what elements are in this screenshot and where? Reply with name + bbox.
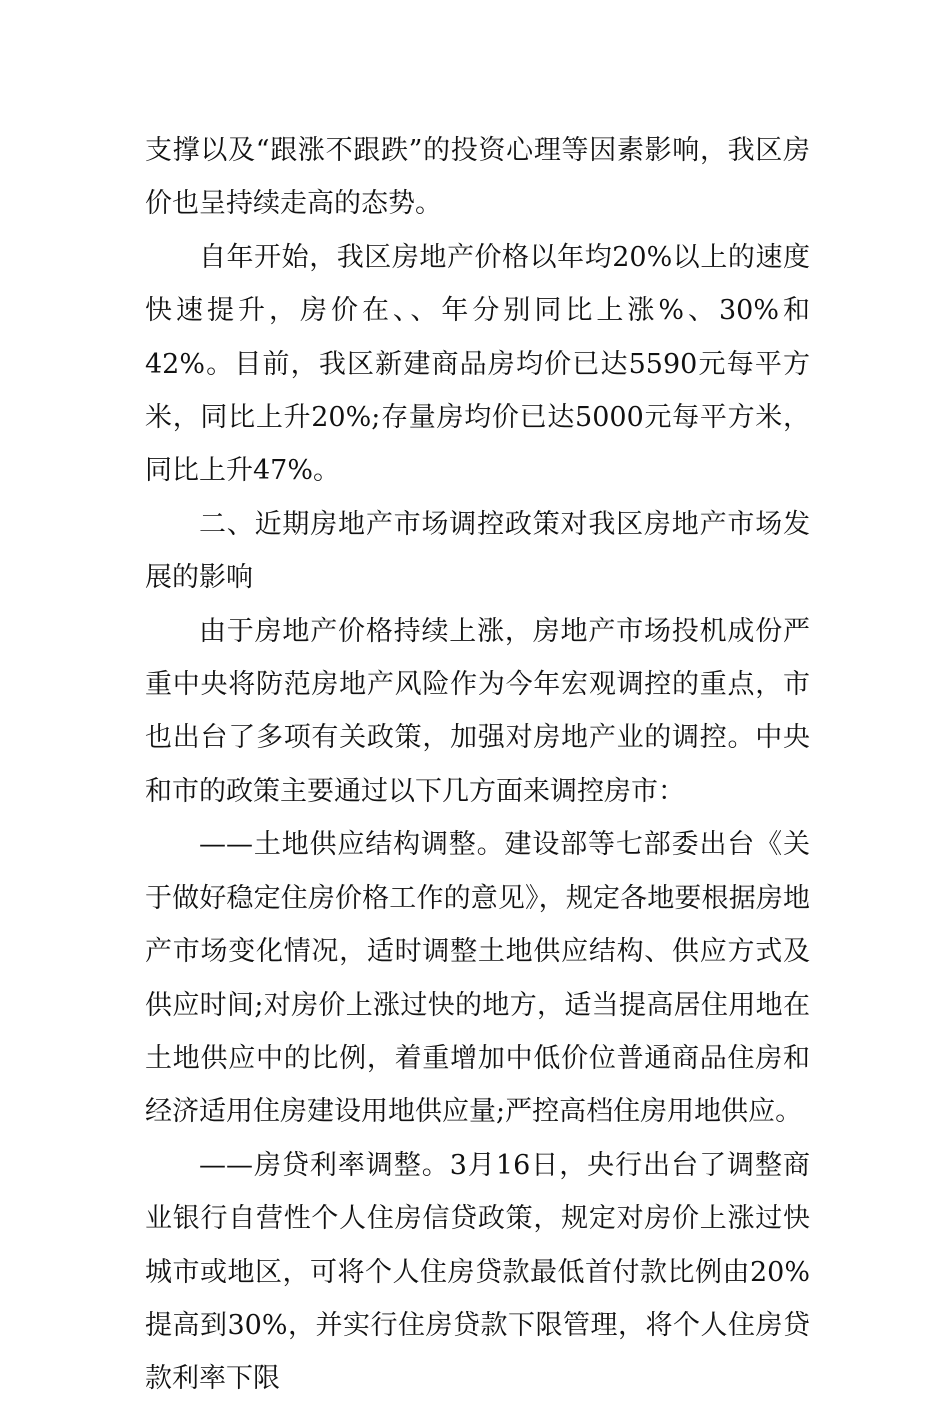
section-heading: 二、近期房地产市场调控政策对我区房地产市场发展的影响 [145, 508, 810, 594]
paragraph-2: 自年开始，我区房地产价格以年均20%以上的速度快速提升，房价在、、年分别同比上涨%、30%和42%。目前，我区新建商品房均价已达5590元每平方米，同比上升20%;存量房均价已达5000元每平方米，同比上升47%。 [145, 241, 810, 487]
paragraph-1: 支撑以及“跟涨不跟跌”的投资心理等因素影响，我区房价也呈持续走高的态势。 [145, 135, 810, 220]
document-body [145, 124, 810, 1406]
paragraph-5: ——房贷利率调整。3月16日，央行出台了调整商业银行自营性个人住房信贷政策，规定对房价上涨过快城市或地区，可将个人住房贷款最低首付款比例由20%提高到30%，并实行住房贷款下限管理，将个人住房贷款利率下限 [145, 1149, 810, 1395]
paragraph-4: ——土地供应结构调整。建设部等七部委出台《关于做好稳定住房价格工作的意见》，规定各地要根据房地产市场变化情况，适时调整土地供应结构、供应方式及供应时间;对房价上涨过快的地方，适当提高居住用地在土地供应中的比例，着重增加中低价位普通商品住房和经济适用住房建设用地供应量;严控高档住房用地供应。 [145, 829, 810, 1128]
paragraph-3: 由于房地产价格持续上涨，房地产市场投机成份严重中央将防范房地产风险作为今年宏观调控的重点，市也出台了多项有关政策，加强对房地产业的调控。中央和市的政策主要通过以下几方面来调控房市： [145, 615, 810, 807]
